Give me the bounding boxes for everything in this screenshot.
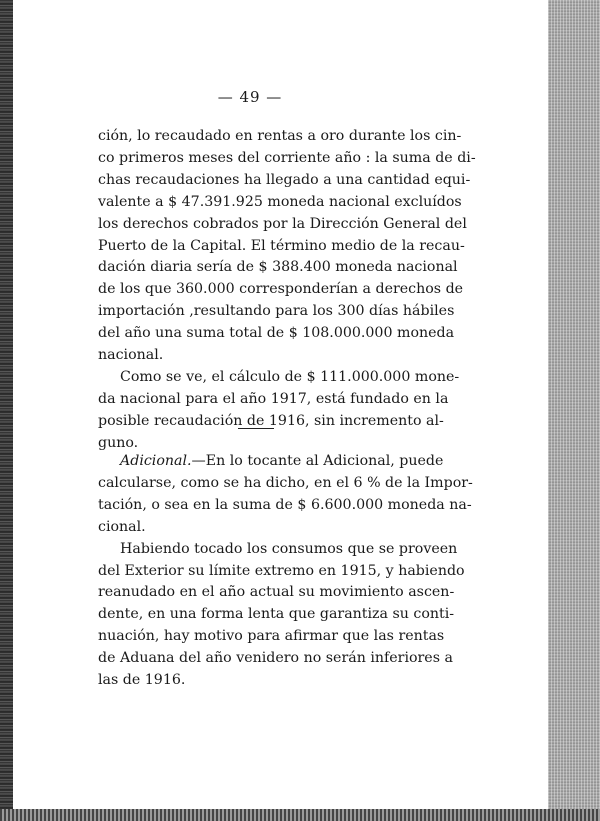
text-line: valente a $ 47.391.925 moneda nacional excluídos	[98, 193, 462, 210]
text-line: tación, o sea en la suma de $ 6.600.000 moneda na-	[98, 496, 472, 513]
text-line: Puerto de la Capital. El término medio de la recau-	[98, 237, 465, 254]
text-line: co primeros meses del corriente año : la suma de di-	[98, 149, 476, 166]
text-line: dente, en una forma lenta que garantiza su conti-	[98, 606, 455, 623]
section-heading: Adicional.	[120, 453, 192, 469]
text-line	[98, 451, 444, 473]
text-line: reanudado en el año actual su movimiento ascen-	[98, 584, 455, 601]
text-line: Como se ve, el cálculo de $ 111.000.000 mone-	[120, 368, 460, 385]
page-number: — 49 —	[217, 88, 283, 106]
text-line: nuación, hay motivo para afirmar que las rentas	[98, 628, 445, 645]
text-line: guno.	[98, 434, 139, 451]
text-line: nacional.	[98, 347, 164, 364]
paragraph-block-rentas	[98, 126, 476, 455]
text-line: posible recaudación de 1916, sin incremento al-	[98, 412, 444, 429]
scan-right-edge	[548, 0, 600, 821]
text-line: importación ,resultando para los 300 días hábiles	[98, 303, 455, 320]
section-divider	[238, 428, 274, 429]
text-line-content: —En lo tocante al Adicional, puede	[191, 453, 444, 469]
text-line: da nacional para el año 1917, está fundado en la	[98, 390, 449, 407]
text-line: de Aduana del año venidero no serán inferiores a	[98, 650, 453, 667]
text-line: los derechos cobrados por la Dirección General del	[98, 215, 467, 232]
text-line: las de 1916.	[98, 672, 186, 689]
scan-bottom-edge	[0, 809, 600, 821]
scan-left-edge	[0, 0, 13, 821]
text-line: Habiendo tocado los consumos que se proveen	[120, 540, 458, 557]
text-line: cional.	[98, 518, 146, 535]
text-line: calcularse, como se ha dicho, en el 6 % de la Impor-	[98, 474, 473, 491]
text-line: ción, lo recaudado en rentas a oro durante los cin-	[98, 128, 462, 144]
text-line: chas recaudaciones ha llegado a una cantidad equi-	[98, 171, 471, 188]
text-line: de los que 360.000 corresponderían a derechos de	[98, 281, 464, 298]
text-line: del año una suma total de $ 108.000.000 moneda	[98, 325, 455, 342]
text-line: dación diaria sería de $ 388.400 moneda nacional	[98, 259, 458, 276]
text-line: del Exterior su límite extremo en 1915, y habiendo	[98, 562, 465, 579]
paragraph-block-adicional	[98, 451, 473, 692]
